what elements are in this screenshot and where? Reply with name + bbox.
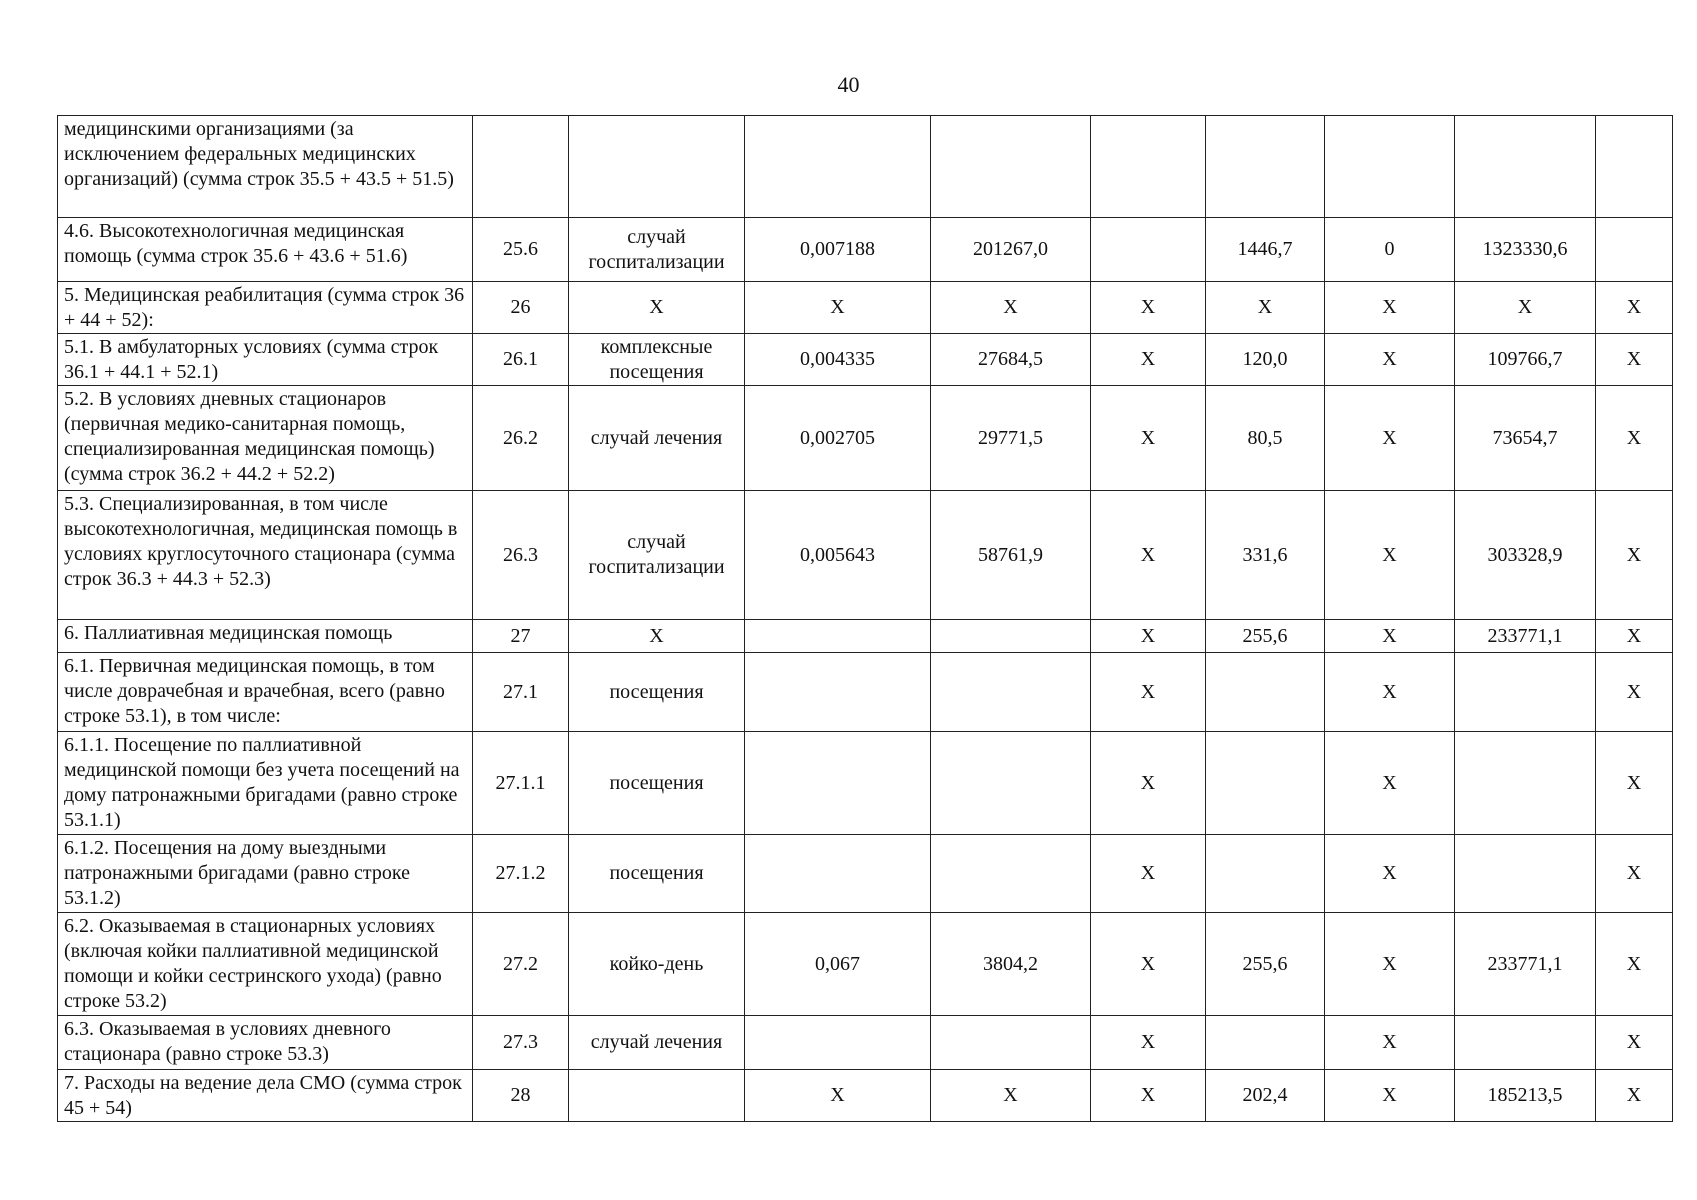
- cell-rate: [745, 835, 931, 913]
- cell-rate: Х: [745, 1070, 931, 1122]
- cell-col-9: 109766,7: [1455, 334, 1596, 386]
- cell-row-code: 26.2: [473, 386, 569, 491]
- cell-rate: 0,067: [745, 913, 931, 1016]
- page-number: 40: [837, 72, 860, 97]
- cell-col-8: Х: [1325, 386, 1455, 491]
- cell-cost: [931, 116, 1091, 218]
- cell-row-label: 5.2. В условиях дневных стационаров (первичная медико-санитарная помощь, специализированная медицинская помощь) (сумма строк 36.2 + 44.2 + 52.2): [58, 386, 473, 491]
- cell-col-10: Х: [1596, 1070, 1673, 1122]
- cell-col-10: Х: [1596, 386, 1673, 491]
- cell-row-code: 27.1: [473, 653, 569, 732]
- table-row: [58, 386, 1673, 491]
- cell-row-label: медицинскими организациями (за исключением федеральных медицинских организаций) (сумма строк 35.5 + 43.5 + 51.5): [58, 116, 473, 218]
- cell-col-7: [1206, 653, 1325, 732]
- cell-cost: [931, 1016, 1091, 1070]
- cell-col-6: Х: [1091, 913, 1206, 1016]
- cell-cost: Х: [931, 282, 1091, 334]
- cell-row-code: 28: [473, 1070, 569, 1122]
- cell-unit: посещения: [569, 835, 745, 913]
- cell-col-9: [1455, 732, 1596, 835]
- cell-col-10: Х: [1596, 491, 1673, 620]
- cell-cost: 27684,5: [931, 334, 1091, 386]
- cell-col-8: Х: [1325, 1070, 1455, 1122]
- cell-col-6: Х: [1091, 835, 1206, 913]
- table-row: [58, 732, 1673, 835]
- cell-rate: [745, 1016, 931, 1070]
- cell-col-8: Х: [1325, 491, 1455, 620]
- cell-row-label: 5. Медицинская реабилитация (сумма строк 36 + 44 + 52):: [58, 282, 473, 334]
- cell-col-10: [1596, 116, 1673, 218]
- cell-unit: случай лечения: [569, 386, 745, 491]
- cell-row-code: 27.3: [473, 1016, 569, 1070]
- cell-col-8: Х: [1325, 620, 1455, 653]
- table-row: [58, 913, 1673, 1016]
- cell-cost: 3804,2: [931, 913, 1091, 1016]
- cell-col-8: Х: [1325, 282, 1455, 334]
- cell-unit: случай госпитализации: [569, 218, 745, 282]
- cell-col-9: 1323330,6: [1455, 218, 1596, 282]
- cell-col-6: Х: [1091, 732, 1206, 835]
- cell-cost: Х: [931, 1070, 1091, 1122]
- cell-col-7: 255,6: [1206, 913, 1325, 1016]
- table-row: [58, 835, 1673, 913]
- cell-row-label: 6.3. Оказываемая в условиях дневного стационара (равно строке 53.3): [58, 1016, 473, 1070]
- cell-col-9: 233771,1: [1455, 620, 1596, 653]
- table-row: [58, 1070, 1673, 1122]
- cell-col-10: Х: [1596, 620, 1673, 653]
- cell-col-7: 80,5: [1206, 386, 1325, 491]
- cell-row-label: 7. Расходы на ведение дела СМО (сумма строк 45 + 54): [58, 1070, 473, 1122]
- cell-row-code: 25.6: [473, 218, 569, 282]
- cell-col-6: [1091, 116, 1206, 218]
- cell-col-6: Х: [1091, 334, 1206, 386]
- cell-col-8: 0: [1325, 218, 1455, 282]
- cell-col-9: [1455, 653, 1596, 732]
- cell-col-8: Х: [1325, 653, 1455, 732]
- cell-col-10: Х: [1596, 913, 1673, 1016]
- cell-row-code: 27.2: [473, 913, 569, 1016]
- table-row: [58, 116, 1673, 218]
- cell-col-9: 185213,5: [1455, 1070, 1596, 1122]
- cell-row-code: 27.1.2: [473, 835, 569, 913]
- cell-rate: 0,005643: [745, 491, 931, 620]
- cell-cost: [931, 620, 1091, 653]
- cell-col-10: Х: [1596, 334, 1673, 386]
- cell-col-10: Х: [1596, 282, 1673, 334]
- cell-col-6: Х: [1091, 620, 1206, 653]
- cell-col-7: [1206, 1016, 1325, 1070]
- cell-row-code: 27: [473, 620, 569, 653]
- cell-col-6: Х: [1091, 282, 1206, 334]
- cell-unit: Х: [569, 282, 745, 334]
- cell-col-9: 233771,1: [1455, 913, 1596, 1016]
- table-row: [58, 491, 1673, 620]
- cell-row-label: 6.1. Первичная медицинская помощь, в том числе доврачебная и врачебная, всего (равно строке 53.1), в том числе:: [58, 653, 473, 732]
- cell-rate: [745, 116, 931, 218]
- cell-col-7: Х: [1206, 282, 1325, 334]
- cell-col-6: Х: [1091, 386, 1206, 491]
- cell-col-7: [1206, 116, 1325, 218]
- cell-col-10: Х: [1596, 1016, 1673, 1070]
- table-row: [58, 653, 1673, 732]
- table-body: [58, 116, 1673, 1122]
- table-row: [58, 620, 1673, 653]
- cell-col-7: 255,6: [1206, 620, 1325, 653]
- cell-col-6: [1091, 218, 1206, 282]
- cell-rate: [745, 732, 931, 835]
- cell-col-8: Х: [1325, 835, 1455, 913]
- table-row: [58, 218, 1673, 282]
- cell-unit: посещения: [569, 732, 745, 835]
- cell-row-label: 6.1.1. Посещение по паллиативной медицинской помощи без учета посещений на дому патронажными бригадами (равно строке 53.1.1): [58, 732, 473, 835]
- cell-rate: 0,007188: [745, 218, 931, 282]
- cell-unit: посещения: [569, 653, 745, 732]
- cell-col-6: Х: [1091, 1070, 1206, 1122]
- cell-col-8: Х: [1325, 732, 1455, 835]
- cell-col-9: 73654,7: [1455, 386, 1596, 491]
- cell-col-10: Х: [1596, 732, 1673, 835]
- data-table: [57, 115, 1673, 1122]
- cell-row-label: 6.1.2. Посещения на дому выездными патронажными бригадами (равно строке 53.1.2): [58, 835, 473, 913]
- cell-unit: койко-день: [569, 913, 745, 1016]
- cell-row-code: 26.1: [473, 334, 569, 386]
- cell-rate: [745, 653, 931, 732]
- cell-col-7: [1206, 835, 1325, 913]
- cell-col-7: 202,4: [1206, 1070, 1325, 1122]
- cell-rate: 0,004335: [745, 334, 931, 386]
- cell-col-9: [1455, 1016, 1596, 1070]
- cell-row-code: [473, 116, 569, 218]
- cell-col-8: Х: [1325, 334, 1455, 386]
- cell-col-8: Х: [1325, 1016, 1455, 1070]
- cell-col-7: [1206, 732, 1325, 835]
- table-row: [58, 1016, 1673, 1070]
- cell-col-9: Х: [1455, 282, 1596, 334]
- cell-rate: Х: [745, 282, 931, 334]
- cell-col-7: 331,6: [1206, 491, 1325, 620]
- cell-cost: [931, 835, 1091, 913]
- cell-row-label: 5.3. Специализированная, в том числе высокотехнологичная, медицинская помощь в условиях круглосуточного стационара (сумма строк 36.3 + 44.3 + 52.3): [58, 491, 473, 620]
- cell-unit: [569, 116, 745, 218]
- cell-col-10: Х: [1596, 835, 1673, 913]
- cell-cost: 29771,5: [931, 386, 1091, 491]
- cell-col-6: Х: [1091, 491, 1206, 620]
- cell-col-7: 120,0: [1206, 334, 1325, 386]
- cell-col-10: Х: [1596, 653, 1673, 732]
- cell-unit: случай госпитализации: [569, 491, 745, 620]
- cell-unit: случай лечения: [569, 1016, 745, 1070]
- cell-row-code: 27.1.1: [473, 732, 569, 835]
- cell-col-8: Х: [1325, 913, 1455, 1016]
- cell-col-8: [1325, 116, 1455, 218]
- table-row: [58, 334, 1673, 386]
- cell-unit: комплексные посещения: [569, 334, 745, 386]
- cell-cost: 58761,9: [931, 491, 1091, 620]
- cell-row-code: 26: [473, 282, 569, 334]
- cell-col-10: [1596, 218, 1673, 282]
- cell-unit: [569, 1070, 745, 1122]
- cell-col-9: [1455, 835, 1596, 913]
- cell-row-label: 4.6. Высокотехнологичная медицинская помощь (сумма строк 35.6 + 43.6 + 51.6): [58, 218, 473, 282]
- cell-row-label: 6. Паллиативная медицинская помощь: [58, 620, 473, 653]
- cell-cost: 201267,0: [931, 218, 1091, 282]
- cell-rate: 0,002705: [745, 386, 931, 491]
- cell-cost: [931, 732, 1091, 835]
- cell-row-label: 6.2. Оказываемая в стационарных условиях (включая койки паллиативной медицинской помощи и койки сестринского ухода) (равно строке 53.2): [58, 913, 473, 1016]
- cell-col-6: Х: [1091, 653, 1206, 732]
- cell-row-label: 5.1. В амбулаторных условиях (сумма строк 36.1 + 44.1 + 52.1): [58, 334, 473, 386]
- cell-cost: [931, 653, 1091, 732]
- cell-unit: Х: [569, 620, 745, 653]
- cell-col-9: [1455, 116, 1596, 218]
- cell-col-7: 1446,7: [1206, 218, 1325, 282]
- cell-col-9: 303328,9: [1455, 491, 1596, 620]
- cell-col-6: Х: [1091, 1016, 1206, 1070]
- cell-rate: [745, 620, 931, 653]
- cell-row-code: 26.3: [473, 491, 569, 620]
- table-row: [58, 282, 1673, 334]
